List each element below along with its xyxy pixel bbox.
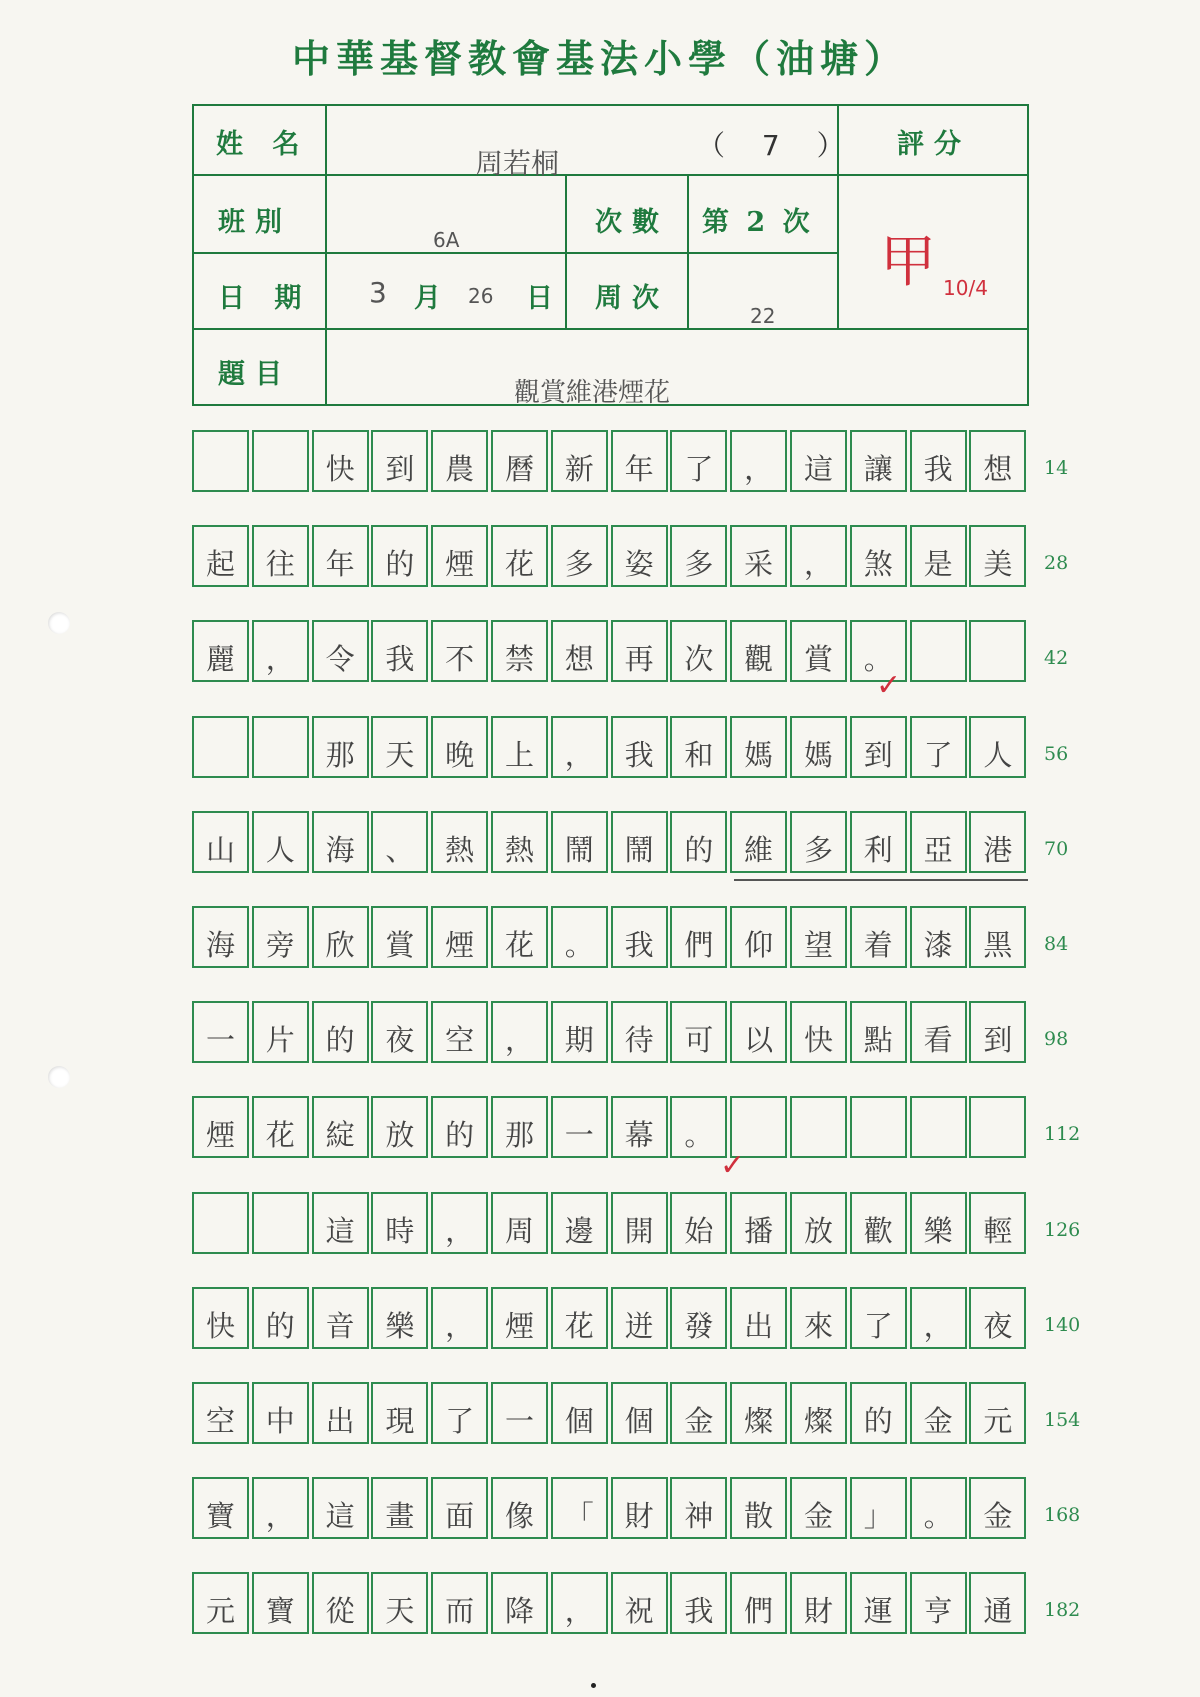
grid-cell: 。	[910, 1477, 967, 1539]
grid-cell: 這	[312, 1192, 369, 1254]
grid-cell: 欣	[312, 906, 369, 968]
grid-cell: 的	[431, 1096, 488, 1158]
grid-cell: ，	[910, 1287, 967, 1349]
char-count: 42	[1044, 647, 1069, 670]
grid-cell: 散	[730, 1477, 787, 1539]
grid-cell: 迸	[611, 1287, 668, 1349]
grid-cell: 這	[790, 430, 847, 492]
grid-cell: ，	[252, 620, 309, 682]
grid-cell: 音	[312, 1287, 369, 1349]
grid-cell: 采	[730, 525, 787, 587]
grid-cell: 人	[252, 811, 309, 873]
grid-cell: 歡	[850, 1192, 907, 1254]
grid-cell: 以	[730, 1001, 787, 1063]
grid-cell: 讓	[850, 430, 907, 492]
grid-cell: 了	[431, 1382, 488, 1444]
punch-hole	[48, 1066, 70, 1088]
grid-cell: 幕	[611, 1096, 668, 1158]
grid-cell: 播	[730, 1192, 787, 1254]
char-count: 168	[1044, 1504, 1081, 1527]
grid-cell: 美	[969, 525, 1026, 587]
grid-cell: 燦	[730, 1382, 787, 1444]
grid-cell: 的	[670, 811, 727, 873]
grid-cell: 鬧	[551, 811, 608, 873]
char-count: 112	[1044, 1123, 1081, 1146]
grid-cell: 山	[192, 811, 249, 873]
grid-cell: 寶	[252, 1572, 309, 1634]
grid-cell: 快	[790, 1001, 847, 1063]
grid-cell: 維	[730, 811, 787, 873]
grid-cell: ，	[730, 430, 787, 492]
grid-cell: 出	[730, 1287, 787, 1349]
tick-mark: ✓	[720, 1148, 746, 1183]
grid-cell: 金	[969, 1477, 1026, 1539]
char-count: 70	[1044, 837, 1069, 860]
grid-cell: 我	[670, 1572, 727, 1634]
grid-cell: 煞	[850, 525, 907, 587]
grid-cell: 畫	[371, 1477, 428, 1539]
grid-cell: 夜	[371, 1001, 428, 1063]
grid-cell	[969, 620, 1026, 682]
grid-cell: 到	[969, 1001, 1026, 1063]
grid-cell: 這	[312, 1477, 369, 1539]
grid-row	[192, 716, 1030, 782]
grid-cell: 煙	[431, 906, 488, 968]
grid-cell: 像	[491, 1477, 548, 1539]
grid-cell: 的	[371, 525, 428, 587]
grid-cell	[790, 1096, 847, 1158]
grid-cell: 想	[969, 430, 1026, 492]
grid-cell: 花	[551, 1287, 608, 1349]
char-count: 154	[1044, 1409, 1081, 1431]
grid-cell: 起	[192, 525, 249, 587]
proper-noun-underline	[734, 879, 1028, 881]
grid-row	[192, 1382, 1030, 1448]
grid-cell: 漆	[910, 906, 967, 968]
grid-cell: 煙	[491, 1287, 548, 1349]
grid-cell: 媽	[790, 716, 847, 778]
week-label: 周次	[595, 283, 669, 314]
grid-cell: 多	[790, 811, 847, 873]
grid-cell: 。	[850, 620, 907, 682]
grid-row	[192, 1096, 1030, 1162]
grid-cell: 空	[192, 1382, 249, 1444]
score-label: 評分	[897, 129, 971, 160]
grid-cell: 煙	[431, 525, 488, 587]
date-label: 日 期	[218, 283, 312, 314]
grid-cell: 來	[790, 1287, 847, 1349]
grid-cell: 時	[371, 1192, 428, 1254]
grid-row	[192, 1192, 1030, 1258]
grid-cell: 晚	[431, 716, 488, 778]
grid-cell: 多	[670, 525, 727, 587]
grid-cell: 旁	[252, 906, 309, 968]
grid-cell: 我	[910, 430, 967, 492]
grid-cell: 曆	[491, 430, 548, 492]
grid-row	[192, 1572, 1030, 1638]
topic-label: 題目	[218, 359, 292, 390]
grid-cell: 現	[371, 1382, 428, 1444]
grid-cell: 寶	[192, 1477, 249, 1539]
grid-cell: 從	[312, 1572, 369, 1634]
grid-cell: 我	[371, 620, 428, 682]
grid-cell: 。	[670, 1096, 727, 1158]
grid-cell: 、	[371, 811, 428, 873]
class-value: 6A	[433, 228, 460, 252]
grid-cell: 輕	[969, 1192, 1026, 1254]
grid-cell: 降	[491, 1572, 548, 1634]
grid-cell: 個	[551, 1382, 608, 1444]
grid-cell: 一	[491, 1382, 548, 1444]
grid-row	[192, 1001, 1030, 1067]
grid-cell	[192, 430, 249, 492]
grid-cell: 花	[491, 525, 548, 587]
grid-cell: 的	[850, 1382, 907, 1444]
tick-mark: ✓	[876, 668, 902, 703]
grid-cell: 多	[551, 525, 608, 587]
grid-cell: 我	[611, 906, 668, 968]
grid-cell: 點	[850, 1001, 907, 1063]
school-title: 中華基督教會基法小學（油塘）	[291, 36, 908, 81]
grid-cell: 令	[312, 620, 369, 682]
date-day: 26	[468, 284, 494, 308]
grid-cell: 期	[551, 1001, 608, 1063]
grid-cell: 個	[611, 1382, 668, 1444]
grid-cell: 花	[491, 906, 548, 968]
grid-cell: 了	[910, 716, 967, 778]
grid-cell: 片	[252, 1001, 309, 1063]
grid-cell: 煙	[192, 1096, 249, 1158]
grid-row	[192, 620, 1030, 686]
char-count: 84	[1044, 933, 1069, 955]
date-day-unit: 日	[526, 283, 563, 314]
grid-cell: 樂	[910, 1192, 967, 1254]
grid-cell: 觀	[730, 620, 787, 682]
grid-row	[192, 906, 1030, 972]
grid-cell: 海	[192, 906, 249, 968]
grid-cell	[192, 716, 249, 778]
grid-cell: 中	[252, 1382, 309, 1444]
grid-row	[192, 430, 1030, 496]
grid-cell: 年	[312, 525, 369, 587]
class-number: （ 7 ）	[697, 129, 859, 162]
grid-cell: 始	[670, 1192, 727, 1254]
grid-cell: 神	[670, 1477, 727, 1539]
grid-cell: 我	[611, 716, 668, 778]
char-count: 98	[1044, 1028, 1069, 1051]
grid-cell: 」	[850, 1477, 907, 1539]
char-count: 126	[1044, 1218, 1081, 1241]
grid-cell: 不	[431, 620, 488, 682]
grid-cell: 是	[910, 525, 967, 587]
grid-cell: 待	[611, 1001, 668, 1063]
name-label: 姓 名	[216, 129, 310, 160]
topic-value: 觀賞維港煙花	[514, 378, 671, 408]
grid-cell: 空	[431, 1001, 488, 1063]
grid-cell: 利	[850, 811, 907, 873]
grid-cell: 麗	[192, 620, 249, 682]
times-value: 第 2 次	[702, 207, 814, 238]
grid-cell: 開	[611, 1192, 668, 1254]
grid-cell: 快	[312, 430, 369, 492]
grid-cell: 快	[192, 1287, 249, 1349]
grid-cell: 夜	[969, 1287, 1026, 1349]
grid-cell: 們	[730, 1572, 787, 1634]
grade-mark: 甲	[880, 230, 936, 295]
grid-cell: ，	[551, 1572, 608, 1634]
grid-cell: 祝	[611, 1572, 668, 1634]
grid-cell: 「	[551, 1477, 608, 1539]
grid-cell: 次	[670, 620, 727, 682]
grid-cell: 看	[910, 1001, 967, 1063]
date-month-unit: 月	[414, 283, 451, 314]
grid-cell: 花	[252, 1096, 309, 1158]
grid-row	[192, 1477, 1030, 1543]
grid-cell: 熱	[431, 811, 488, 873]
grid-cell: 出	[312, 1382, 369, 1444]
grid-cell: ，	[431, 1192, 488, 1254]
grid-row	[192, 1287, 1030, 1353]
grid-cell: 亞	[910, 811, 967, 873]
grid-cell: 農	[431, 430, 488, 492]
grid-cell: 熱	[491, 811, 548, 873]
grid-cell: 通	[969, 1572, 1026, 1634]
class-label: 班別	[218, 207, 292, 238]
grid-cell: 海	[312, 811, 369, 873]
grid-cell: 的	[312, 1001, 369, 1063]
grid-cell: 年	[611, 430, 668, 492]
grid-cell: 燦	[790, 1382, 847, 1444]
grid-cell	[252, 1192, 309, 1254]
grid-cell: 可	[670, 1001, 727, 1063]
grid-cell: 上	[491, 716, 548, 778]
punch-hole	[48, 612, 70, 634]
grid-cell: 金	[790, 1477, 847, 1539]
grid-cell: ，	[551, 716, 608, 778]
grid-cell: 而	[431, 1572, 488, 1634]
grid-cell: 發	[670, 1287, 727, 1349]
grid-cell: ，	[491, 1001, 548, 1063]
grid-cell: 綻	[312, 1096, 369, 1158]
grid-cell: 那	[312, 716, 369, 778]
grid-cell: 往	[252, 525, 309, 587]
grid-cell: 運	[850, 1572, 907, 1634]
grid-cell: 元	[192, 1572, 249, 1634]
grid-cell: 財	[611, 1477, 668, 1539]
grid-cell	[910, 1096, 967, 1158]
date-month: 3	[369, 276, 387, 309]
grid-cell: 着	[850, 906, 907, 968]
char-count: 14	[1044, 457, 1069, 479]
grid-cell	[252, 430, 309, 492]
char-count: 28	[1044, 552, 1069, 575]
grid-cell: 一	[551, 1096, 608, 1158]
grid-cell: 人	[969, 716, 1026, 778]
grid-cell: 們	[670, 906, 727, 968]
times-label: 次數	[595, 207, 669, 238]
grid-cell: 港	[969, 811, 1026, 873]
grid-cell: 的	[252, 1287, 309, 1349]
grid-cell	[192, 1192, 249, 1254]
grid-cell: 想	[551, 620, 608, 682]
grid-cell: 。	[551, 906, 608, 968]
grid-cell: 金	[910, 1382, 967, 1444]
grid-cell: 仰	[730, 906, 787, 968]
grid-cell: 姿	[611, 525, 668, 587]
grade-score: 10/4	[943, 276, 988, 300]
grid-cell	[910, 620, 967, 682]
grid-cell: 那	[491, 1096, 548, 1158]
char-count: 56	[1044, 742, 1069, 765]
grid-cell: 黑	[969, 906, 1026, 968]
grid-cell	[969, 1096, 1026, 1158]
grid-cell: 天	[371, 1572, 428, 1634]
grid-cell: 財	[790, 1572, 847, 1634]
grid-cell: 鬧	[611, 811, 668, 873]
grid-cell: 禁	[491, 620, 548, 682]
grid-cell	[850, 1096, 907, 1158]
grid-cell: 了	[850, 1287, 907, 1349]
grid-cell: 放	[371, 1096, 428, 1158]
grid-cell: 放	[790, 1192, 847, 1254]
grid-cell: ，	[252, 1477, 309, 1539]
grid-row	[192, 811, 1030, 877]
grid-cell: 和	[670, 716, 727, 778]
grid-cell: 周	[491, 1192, 548, 1254]
grid-cell: 到	[371, 430, 428, 492]
grid-cell: 媽	[730, 716, 787, 778]
grid-cell: 新	[551, 430, 608, 492]
grid-cell: 賞	[790, 620, 847, 682]
char-count: 182	[1044, 1599, 1081, 1622]
grid-cell: 元	[969, 1382, 1026, 1444]
grid-cell: 樂	[371, 1287, 428, 1349]
grid-cell: 賞	[371, 906, 428, 968]
char-count: 140	[1044, 1313, 1081, 1336]
grid-cell: 面	[431, 1477, 488, 1539]
grid-cell: 亨	[910, 1572, 967, 1634]
grid-cell: 天	[371, 716, 428, 778]
grid-cell: 了	[670, 430, 727, 492]
grid-cell: 一	[192, 1001, 249, 1063]
grid-row	[192, 525, 1030, 591]
grid-cell: ，	[431, 1287, 488, 1349]
grid-cell: 望	[790, 906, 847, 968]
page-dot	[591, 1683, 596, 1688]
grid-cell: 金	[670, 1382, 727, 1444]
grid-cell: ，	[790, 525, 847, 587]
week-value: 22	[750, 304, 776, 328]
grid-cell: 再	[611, 620, 668, 682]
grid-cell: 到	[850, 716, 907, 778]
student-name: 周若桐	[475, 147, 560, 180]
grid-cell	[252, 716, 309, 778]
grid-cell: 邊	[551, 1192, 608, 1254]
